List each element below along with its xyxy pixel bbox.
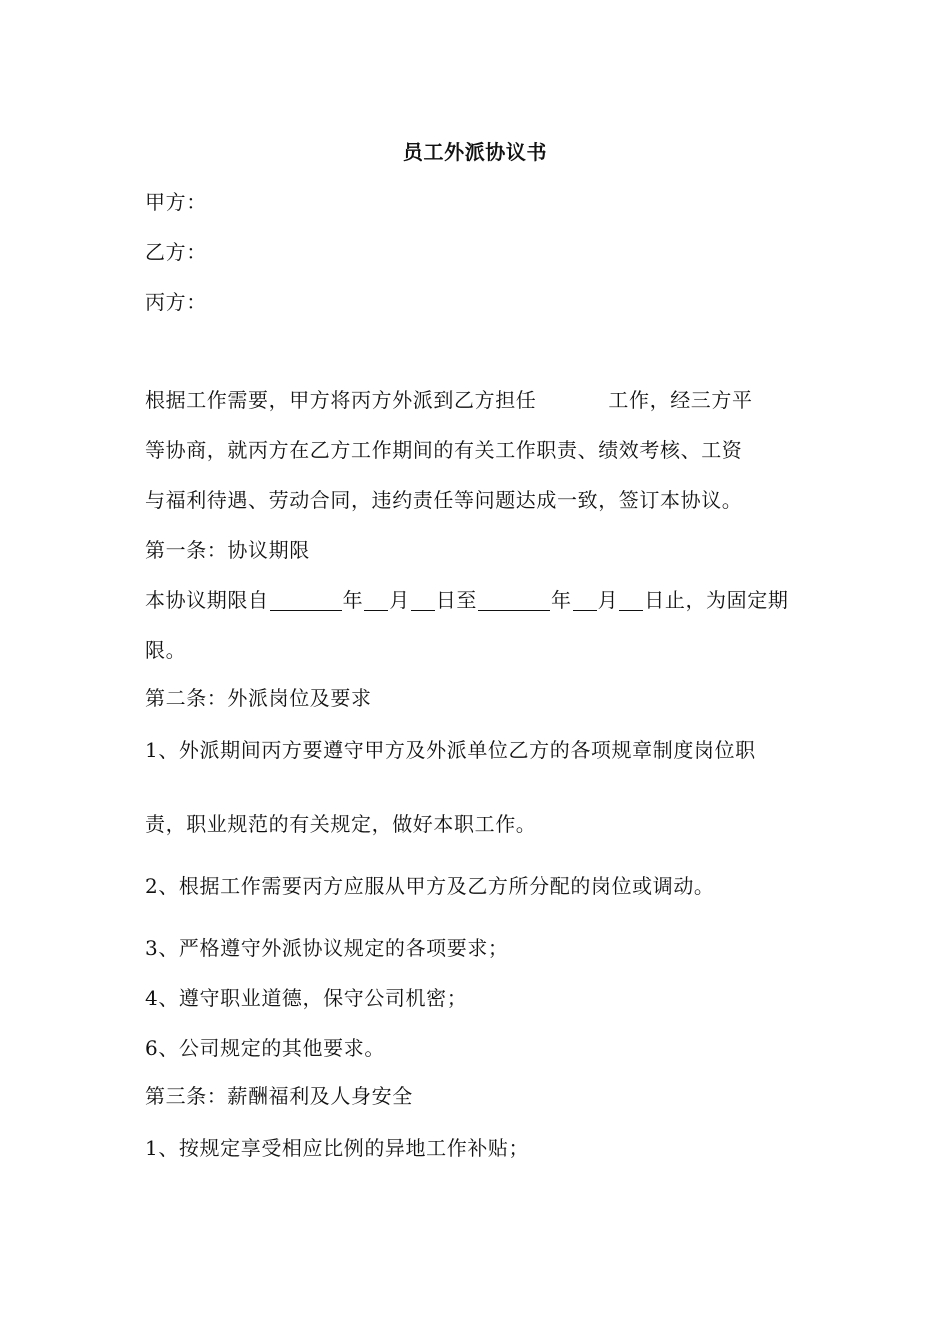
term-text-5: 年 (551, 588, 572, 612)
article-2-item-3: 3、严格遵守外派协议规定的各项要求； (145, 936, 509, 960)
article-2-heading: 第二条：外派岗位及要求 (145, 686, 372, 710)
document-title: 员工外派协议书 (402, 140, 548, 164)
article-3-item-1: 1、按规定享受相应比例的异地工作补贴； (145, 1136, 530, 1160)
start-day-blank (411, 590, 435, 611)
end-year-blank (478, 590, 550, 611)
term-text-3: 月 (389, 588, 410, 612)
end-month-blank (573, 590, 597, 611)
article-2-item-4: 4、遵守职业道德，保守公司机密； (145, 986, 468, 1010)
term-text-1: 本协议期限自 (145, 588, 269, 612)
intro-line-1-text-b: 工作，经三方平 (608, 388, 753, 412)
article-1-heading: 第一条：协议期限 (145, 538, 310, 562)
article-1-term-line (145, 588, 788, 612)
term-text-4: 日至 (435, 588, 478, 612)
article-2-item-1-line-2: 责，职业规范的有关规定，做好本职工作。 (145, 812, 537, 836)
article-3-heading: 第三条：薪酬福利及人身安全 (145, 1084, 413, 1108)
intro-line-2: 等协商，就丙方在乙方工作期间的有关工作职责、绩效考核、工资 (145, 438, 743, 462)
intro-line-3: 与福利待遇、劳动合同，违约责任等问题达成一致，签订本协议。 (145, 488, 743, 512)
term-text-2: 年 (342, 588, 364, 612)
end-day-blank (619, 590, 643, 611)
term-text-6: 月 (597, 588, 619, 612)
start-year-blank (270, 590, 342, 611)
intro-line-1 (145, 388, 753, 412)
party-c-label: 丙方： (145, 290, 207, 314)
party-a-label: 甲方： (145, 190, 207, 214)
start-month-blank (364, 590, 388, 611)
intro-line-1-text-a: 根据工作需要，甲方将丙方外派到乙方担任 (145, 388, 537, 412)
article-2-item-6: 6、公司规定的其他要求。 (145, 1036, 385, 1060)
article-1-term-line-2: 限。 (145, 638, 187, 662)
term-text-7: 日止，为固定期 (644, 588, 789, 612)
article-2-item-1-line-1: 1、外派期间丙方要遵守甲方及外派单位乙方的各项规章制度岗位职 (145, 738, 756, 762)
party-b-label: 乙方： (145, 240, 207, 264)
article-2-item-2: 2、根据工作需要丙方应服从甲方及乙方所分配的岗位或调动。 (145, 874, 715, 898)
